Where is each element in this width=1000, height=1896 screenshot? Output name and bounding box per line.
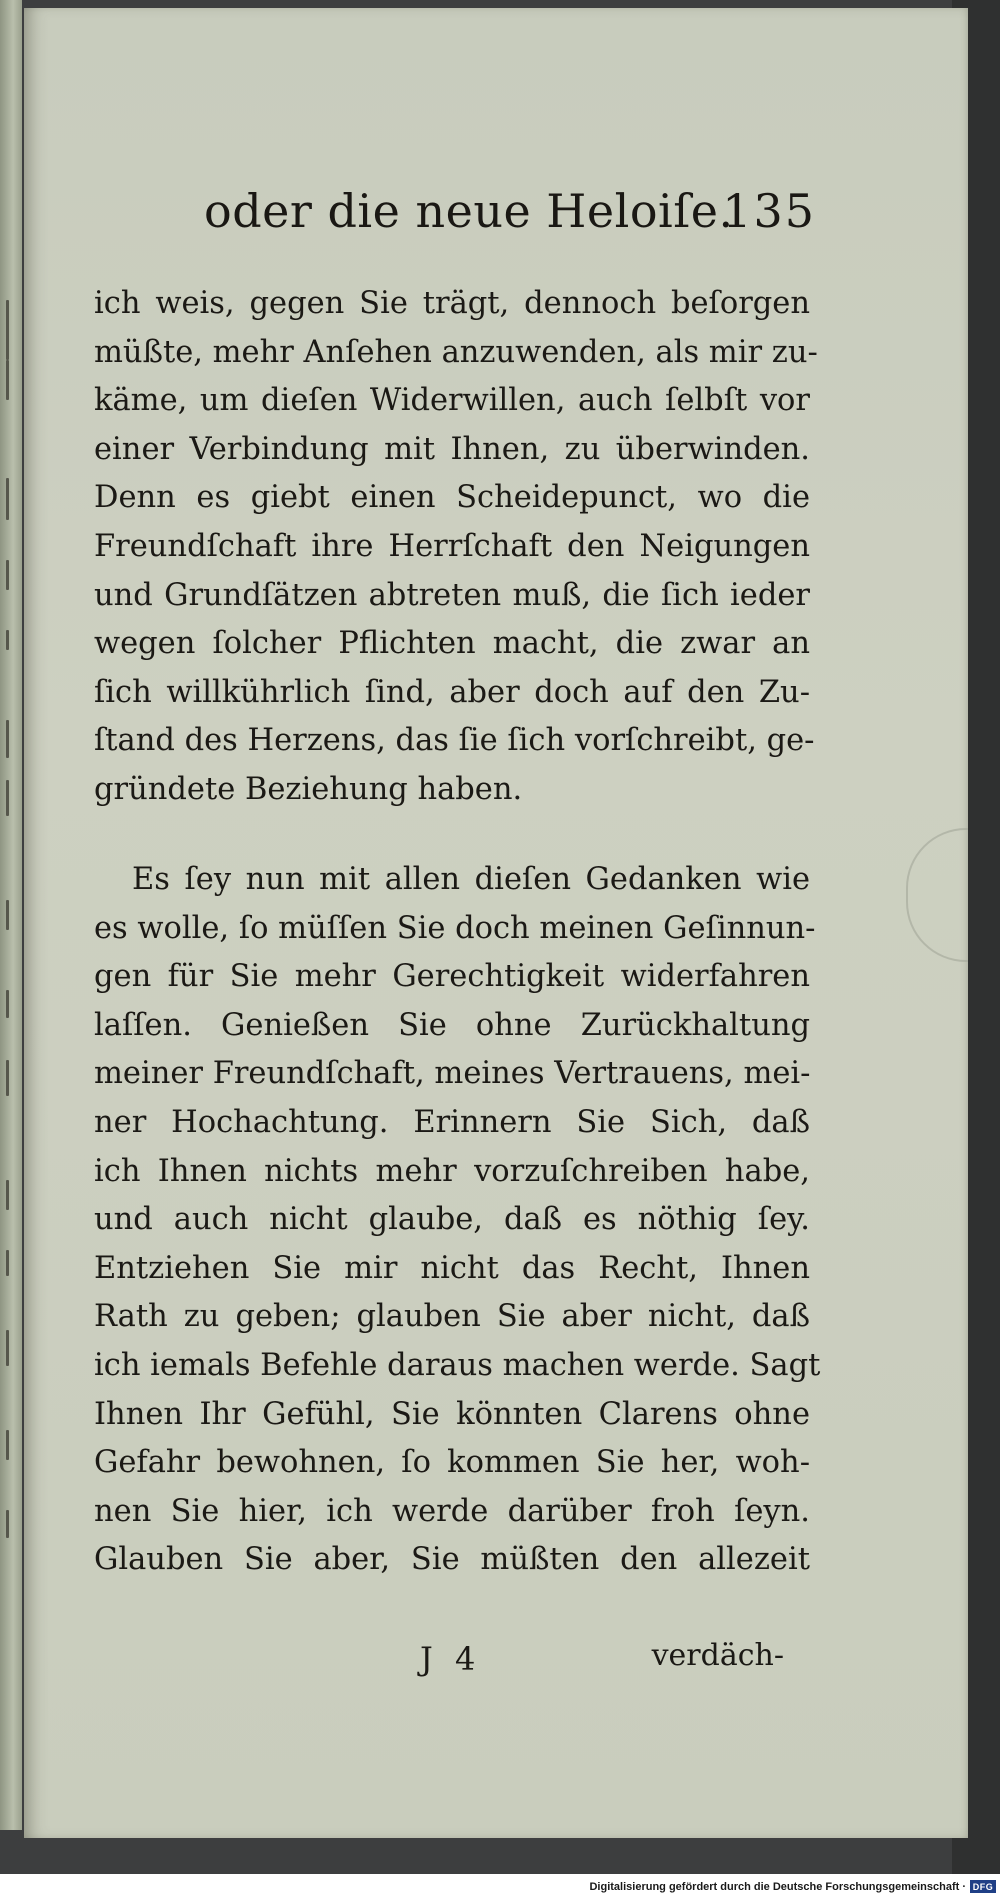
running-title: oder die neue Heloiſe.	[204, 184, 734, 238]
text-line: Ihnen Ihr Gefühl, Sie könnten Clarens ohne	[94, 1396, 810, 1432]
catchword: verdäch-	[651, 1638, 784, 1673]
paragraph-2	[94, 856, 821, 1585]
text-line: gründete Beziehung haben.	[94, 771, 523, 807]
text-line: Entziehen Sie mir nicht das Recht, Ihnen	[94, 1250, 810, 1286]
credit-bar	[0, 1874, 1000, 1896]
text-line: einer Verbindung mit Ihnen, zu überwinden.	[94, 431, 810, 467]
page-fold-mark	[906, 828, 968, 962]
text-line: Gefahr bewohnen, ſo kommen Sie her, woh-	[94, 1445, 810, 1481]
text-line: nen Sie hier, ich werde darüber froh ſeyn.	[94, 1493, 810, 1529]
dfg-logo-icon: DFG	[970, 1880, 996, 1893]
text-line: ich iemals Befehle daraus machen werde. Sagt	[94, 1347, 821, 1383]
text-line: gen für Sie mehr Gerechtigkeit widerfahren	[94, 959, 810, 995]
funding-credit	[589, 1880, 996, 1893]
signature-mark: J 4	[420, 1640, 482, 1678]
text-line: müßte, mehr Anſehen anzuwenden, als mir zu-	[94, 334, 818, 370]
text-line: Glauben Sie aber, Sie müßten den allezeit	[94, 1542, 810, 1578]
text-line: wegen ſolcher Pflichten macht, die zwar an	[94, 626, 810, 662]
text-line: ich Ihnen nichts mehr vorzuſchreiben habe,	[94, 1153, 810, 1189]
book-page	[24, 8, 968, 1838]
text-line: es wolle, ſo müſſen Sie doch meinen Geſinnun-	[94, 910, 816, 946]
text-line: laſſen. Genießen Sie ohne Zurückhaltung	[94, 1007, 810, 1043]
text-line: Es ſey nun mit allen dieſen Gedanken wie	[132, 862, 810, 897]
text-line: Freundſchaft ihre Herrſchaft den Neigungen	[94, 528, 810, 564]
text-line: ſtand des Herzens, das ſie ſich vorſchreibt, ge-	[94, 723, 815, 759]
credit-text: Digitalisierung gefördert durch die Deutsche Forschungsgemeinschaft ·	[589, 1880, 966, 1893]
text-line: Denn es giebt einen Scheidepunct, wo die	[94, 480, 810, 516]
page-number: 135	[722, 184, 816, 238]
text-line: ner Hochachtung. Erinnern Sie Sich, daß	[94, 1104, 810, 1140]
running-header	[176, 176, 816, 246]
text-line: und auch nicht glaube, daß es nöthig ſey.	[94, 1202, 810, 1238]
text-line: und Grundſätzen abtreten muß, die ſich ieder	[94, 577, 810, 613]
previous-page-edge	[0, 0, 22, 1830]
paragraph-1	[94, 280, 818, 815]
text-line: meiner Freundſchaft, meines Vertrauens, mei-	[94, 1056, 811, 1092]
text-line: ſich willkührlich ſind, aber doch auf den Zu-	[94, 674, 810, 710]
text-line: käme, um dieſen Widerwillen, auch ſelbſt vor	[94, 383, 810, 419]
text-line: Rath zu geben; glauben Sie aber nicht, daß	[94, 1299, 810, 1335]
text-line: ich weis, gegen Sie trägt, dennoch beſorgen	[94, 286, 810, 321]
